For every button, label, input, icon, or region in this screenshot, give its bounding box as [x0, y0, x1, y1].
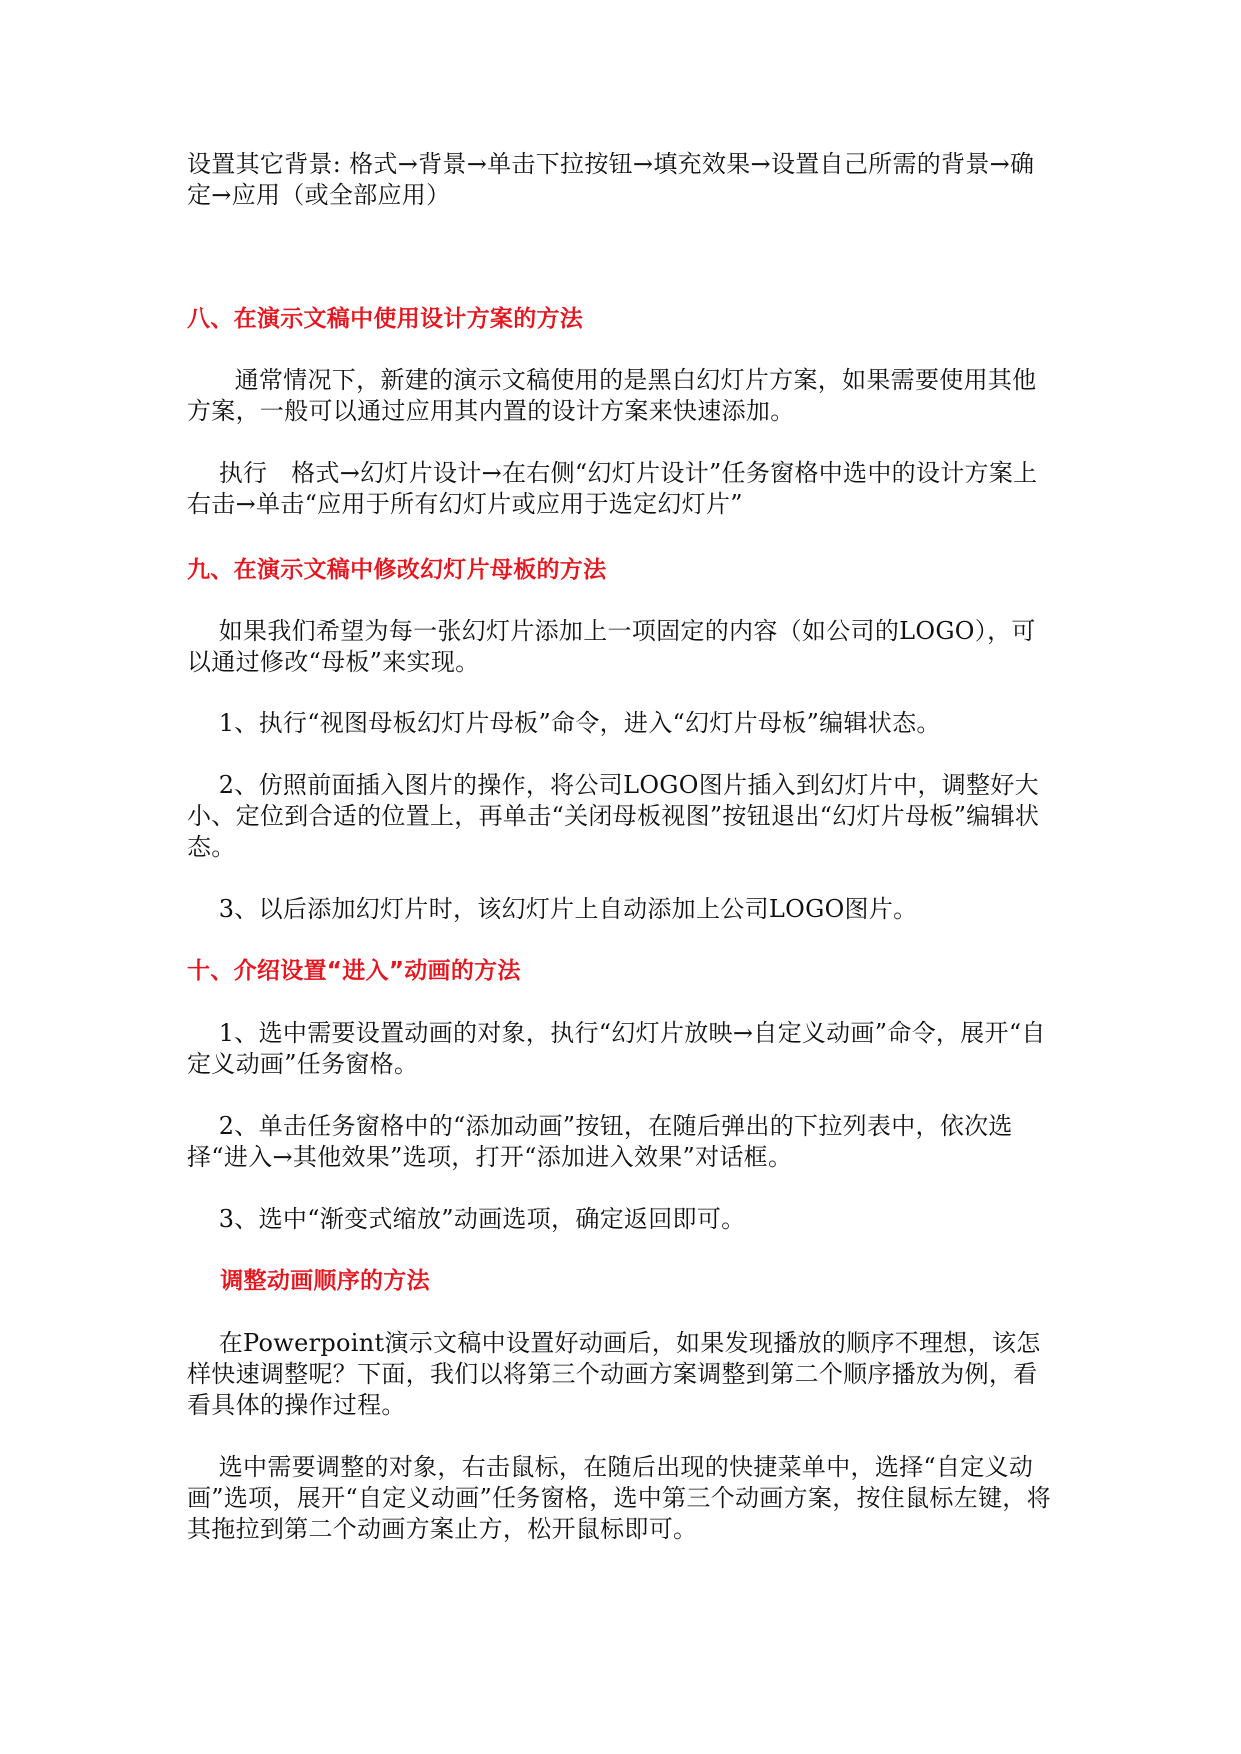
section-10-step-3: 3、选中“渐变式缩放”动画选项，确定返回即可。	[187, 1205, 746, 1233]
section-10-heading: 十、介绍设置“进入”动画的方法	[187, 958, 521, 984]
section-8-paragraph-1: 通常情况下，新建的演示文稿使用的是黑白幻灯片方案，如果需要使用其他方案，一般可以通过应用其内置的设计方案来快速添加。	[187, 366, 1037, 425]
background-setting-paragraph: 设置其它背景: 格式→背景→单击下拉按钮→填充效果→设置自己所需的背景→确定→应用（或全部应用）	[187, 150, 1035, 209]
section-9-step-2: 2、仿照前面插入图片的操作，将公司LOGO图片插入到幻灯片中，调整好大小、定位到合适的位置上，再单击“关闭母板视图”按钮退出“幻灯片母板”编辑状态。	[187, 771, 1040, 861]
section-10-step-1: 1、选中需要设置动画的对象，执行“幻灯片放映→自定义动画”命令，展开“自定义动画”任务窗格。	[187, 1019, 1046, 1078]
section-9-step-1: 1、执行“视图母板幻灯片母板”命令，进入“幻灯片母板”编辑状态。	[187, 709, 941, 737]
section-8-heading: 八、在演示文稿中使用设计方案的方法	[187, 306, 584, 332]
animation-order-heading: 调整动画顺序的方法	[187, 1268, 430, 1294]
animation-order-paragraph-1: 在Powerpoint演示文稿中设置好动画后，如果发现播放的顺序不理想，该怎样快速调整呢？下面，我们以将第三个动画方案调整到第二个顺序播放为例，看看具体的操作过程。	[187, 1329, 1041, 1419]
section-8-paragraph-2: 执行 格式→幻灯片设计→在右侧“幻灯片设计”任务窗格中选中的设计方案上右击→单击“应用于所有幻灯片或应用于选定幻灯片”	[187, 459, 1038, 518]
section-9-step-3: 3、以后添加幻灯片时，该幻灯片上自动添加上公司LOGO图片。	[187, 895, 918, 923]
section-9-heading: 九、在演示文稿中修改幻灯片母板的方法	[187, 557, 607, 583]
section-10-step-2: 2、单击任务窗格中的“添加动画”按钮，在随后弹出的下拉列表中，依次选择“进入→其他效果”选项，打开“添加进入效果”对话框。	[187, 1112, 1013, 1171]
animation-order-paragraph-2: 选中需要调整的对象，右击鼠标，在随后出现的快捷菜单中，选择“自定义动画”选项，展开“自定义动画”任务窗格，选中第三个动画方案，按住鼠标左键，将其拖拉到第二个动画方案止方，松开鼠标即可。	[187, 1453, 1051, 1543]
section-9-paragraph-1: 如果我们希望为每一张幻灯片添加上一项固定的内容（如公司的LOGO），可以通过修改“母板”来实现。	[187, 617, 1036, 676]
